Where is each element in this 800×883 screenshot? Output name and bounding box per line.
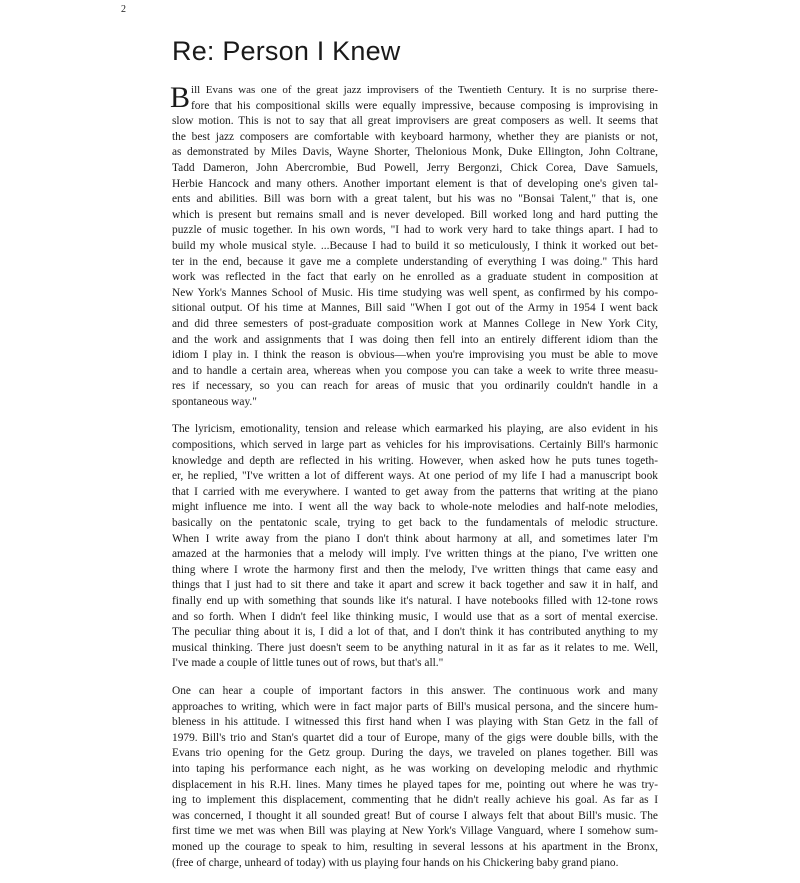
text-line: build my whole musical style. ...Because I had to build it so meticulously, I think it worked out bet- xyxy=(172,239,658,252)
text-line: displacement in his R.H. lines. Many times he played tapes for me, pointing out where he was try- xyxy=(172,778,658,791)
text-line: ing to implement this displacement, commenting that he didn't really achieve his goal. As far as I xyxy=(172,794,658,807)
text-line: One can hear a couple of important factors in this answer. The continuous work and many xyxy=(172,684,658,697)
text-line: things that I just had to sit there and take it apart and screw it back together and saw it in half, and xyxy=(172,579,658,592)
text-line: compositions, which served in large part as vehicles for his improvisations. Certainly Bill's harmonic xyxy=(172,439,658,452)
text-line: which is present but remains small and is never developed. Bill worked long and hard putting the xyxy=(172,208,658,221)
text-line: finally end up with something that sounds like it's natural. I have notebooks filled with 12-tone rows xyxy=(172,595,658,607)
text-line: spontaneous way." xyxy=(172,395,257,408)
text-line: musical thinking. There just doesn't seem to be anything natural in it as far as it relates to me. Well, xyxy=(172,641,658,654)
text-line: the best jazz composers are comfortable with keyboard harmony, whether they are pianists or not, xyxy=(172,130,658,143)
paragraph xyxy=(172,83,658,410)
page-title: Re: Person I Knew xyxy=(172,36,401,66)
text-line: res if necessary, so you can reach for areas of music that you ordinarily couldn't handle in a xyxy=(172,380,658,393)
text-line: bleness in his attitude. I witnessed this first hand when I was playing with Stan Getz in the fall of xyxy=(172,716,658,729)
text-line: idiom I play in. I think the reason is obvious—when you're improvising you must be able to move xyxy=(172,349,658,362)
text-line: ents and abilities. Bill was born with a great talent, but his was no "Bonsai Talent," that is, one xyxy=(172,193,658,206)
text-line: Evans trio opening for the Getz group. During the days, we traveled on planes together. Bill was xyxy=(172,747,658,760)
text-line: (free of charge, unheard of today) with us playing four hands on his Chickering baby grand piano. xyxy=(172,856,619,869)
page-number: 2 xyxy=(121,4,126,15)
text-line: thing where I wrote the harmony first and then the melody, I've written things that came easy and xyxy=(172,563,658,576)
text-line: Herbie Hancock and many others. Another important element is that of developing one's given tal- xyxy=(172,177,658,190)
text-line: slow motion. This is not to say that all great improvisers are great composers as well. It seems that xyxy=(172,115,658,128)
text-line: sitional output. Of his time at Mannes, Bill said "When I got out of the Army in 1954 I went back xyxy=(172,302,658,315)
text-line: first time we met was when Bill was playing at New York's Village Vanguard, where I somehow sum- xyxy=(172,825,658,838)
text-line: ter in the end, because it gave me a complete understanding of everything I was doing." This hard xyxy=(172,255,658,268)
text-line: The peculiar thing about it is, I did a lot of that, and I don't think it has contributed anything to my xyxy=(172,626,658,639)
text-line: amazed at the harmonies that a melody will imply. I've written things at the piano, I've written one xyxy=(172,548,658,561)
text-line: into taping his performance each night, as he was working on developing melodic and rhythmic xyxy=(172,762,658,775)
text-line: The lyricism, emotionality, tension and release which earmarked his playing, are also evident in his xyxy=(172,423,658,436)
text-line: er, he replied, "I've written a lot of different ways. At one period of my life I had a manuscript book xyxy=(172,470,658,483)
text-line: that I carried with me everywhere. I wanted to get away from the patterns that writing at the piano xyxy=(172,485,658,498)
text-line: When I write away from the piano I don't think about harmony at all, and sometimes later I'm xyxy=(172,532,658,545)
text-line: ill Evans was one of the great jazz improvisers of the Twentieth Century. It is no surprise there- xyxy=(191,84,658,96)
article-body xyxy=(172,83,658,883)
text-line: approaches to writing, which were in fact major parts of Bill's musical persona, and the sincere hum- xyxy=(172,700,658,713)
text-line: and did three semesters of post-graduate composition work at Mannes College in New York City, xyxy=(172,317,658,330)
text-line: fore that his compositional skills were equally impressive, because composing is improvising in xyxy=(191,99,658,112)
text-line: might influence me into. I went all the way back to whole-note melodies and half-note melodies, xyxy=(172,501,658,514)
text-line: was concerned, I thought it all sounded great! But of course I always felt that about Bill's music. The xyxy=(172,809,658,822)
text-line: moned up the courage to speak to him, resulting in several lessons at his apartment in the Bronx, xyxy=(172,840,658,853)
text-line: puzzle of music together. In his own words, "I had to work very hard to take things apart. I had to xyxy=(172,224,658,237)
drop-cap: B xyxy=(170,81,191,114)
text-line: Tadd Dameron, John Abercrombie, Bud Powell, Jerry Bergonzi, Chick Corea, Dave Samuels, xyxy=(172,161,658,174)
paragraph xyxy=(172,422,658,672)
paragraph xyxy=(172,684,658,871)
text-line: basically on the pentatonic scale, trying to get back to the fundamentals of melodic structure. xyxy=(172,517,658,530)
text-line: as demonstrated by Miles Davis, Wayne Shorter, Thelonious Monk, Duke Ellington, John Coltrane, xyxy=(172,146,658,159)
text-line: I've made a couple of little tunes out of rows, but that's all." xyxy=(172,657,444,670)
text-line: and the work and assignments that I was doing then fell into an entirely different idiom than the xyxy=(172,333,658,346)
text-line: and to handle a certain area, whereas when you compose you can take a week to write three measu- xyxy=(172,364,658,377)
text-line: New York's Mannes School of Music. His time studying was well spent, as confirmed by his compo- xyxy=(172,286,658,299)
text-line: knowledge and depth are reflected in his writing. However, when asked how he puts tunes togeth- xyxy=(172,454,658,467)
text-line: 1979. Bill's trio and Stan's quartet did a tour of Europe, many of the gigs were double bills, with the xyxy=(172,731,658,744)
text-line: work was reflected in the fact that early on he enrolled as a graduate student in composition at xyxy=(172,271,658,284)
text-line: and so forth. When I didn't feel like thinking music, I would use that as a sort of mental exercise. xyxy=(172,610,658,623)
